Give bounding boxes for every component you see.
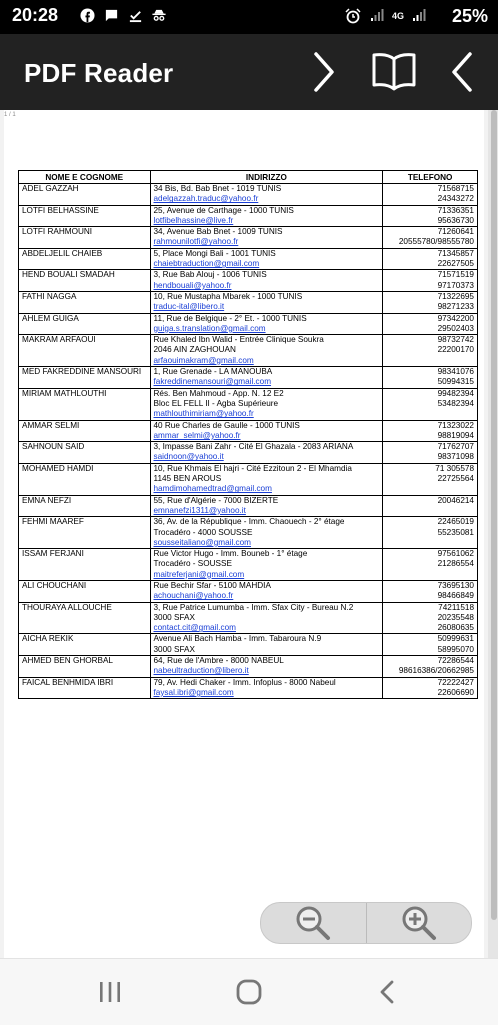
cell-address <box>150 602 383 634</box>
cell-address <box>150 248 383 270</box>
battery-percent: 25% <box>451 6 488 26</box>
phone-number: 21286554 <box>437 559 474 569</box>
bookmarks-button[interactable] <box>368 46 420 98</box>
table-row <box>19 656 478 678</box>
system-icons <box>344 8 428 24</box>
zoom-out-icon <box>294 904 332 942</box>
phone-number: 71336351 <box>437 205 474 215</box>
phone-number: 73695130 <box>437 580 474 590</box>
address-line: Rés. Ben Mahmoud - App. N. 12 E2 <box>153 388 284 398</box>
address-line: 5, Place Mongi Bali - 1001 TUNIS <box>153 248 276 258</box>
book-icon <box>370 51 418 93</box>
phone-number: 71260641 <box>437 227 474 237</box>
table-row <box>19 634 478 656</box>
cell-phone <box>383 367 478 389</box>
address-line: 55, Rue d'Algérie - 7000 BIZERTE <box>153 495 279 505</box>
cell-address <box>150 205 383 227</box>
cell-name: FAICAL BENHMIDA IBRI <box>19 677 151 699</box>
cell-phone <box>383 270 478 292</box>
table-row <box>19 335 478 367</box>
cell-phone <box>383 205 478 227</box>
table-row <box>19 580 478 602</box>
address-line: Trocadéro - SOUSSE <box>153 559 232 569</box>
address-line: Rue Victor Hugo - Imm. Bouneb - 1° étage <box>153 549 308 559</box>
address-line: 3000 SFAX <box>153 644 195 654</box>
cell-name: AMMAR SELMI <box>19 420 151 442</box>
phone-number: 71571519 <box>437 270 474 280</box>
phone-number: 95636730 <box>437 215 474 225</box>
cell-phone <box>383 442 478 464</box>
table-row <box>19 495 478 517</box>
cell-name: MIRIAM MATHLOUTHI <box>19 388 151 420</box>
cell-phone <box>383 335 478 367</box>
previous-page-button[interactable] <box>436 46 488 98</box>
cell-phone <box>383 463 478 495</box>
cell-address <box>150 335 383 367</box>
system-nav-bar <box>0 958 498 1025</box>
cell-name: FATHI NAGGA <box>19 291 151 313</box>
phone-number: 22725564 <box>437 474 474 484</box>
email-link[interactable]: maitreferjani@gmail.com <box>153 569 245 579</box>
cell-phone <box>383 549 478 581</box>
cell-name: EMNA NEFZI <box>19 495 151 517</box>
phone-number: 98341076 <box>437 367 474 377</box>
cell-name: SAHNOUN SAID <box>19 442 151 464</box>
address-line: 34 Bis, Bd. Bab Bnet - 1019 TUNIS <box>153 184 282 193</box>
cell-phone <box>383 388 478 420</box>
phone-number: 98371098 <box>437 452 474 462</box>
phone-number: 71762707 <box>437 442 474 452</box>
status-time: 20:28 <box>12 5 59 25</box>
phone-number: 22606690 <box>437 687 474 697</box>
cell-address <box>150 388 383 420</box>
table-row <box>19 517 478 549</box>
phone-number: 20235548 <box>437 612 474 622</box>
recent-apps-icon <box>97 980 123 1004</box>
phone-number: 50994315 <box>437 377 474 387</box>
status-bar <box>0 0 498 34</box>
phone-number: 50999631 <box>437 634 474 644</box>
address-line: 34, Avenue Bab Bnet - 1009 TUNIS <box>153 227 283 237</box>
cell-name: MED FAKREDDINE MANSOURI <box>19 367 151 389</box>
email-link[interactable]: arfaouimakram@gmail.com <box>153 355 254 365</box>
cell-name: AICHA REKIK <box>19 634 151 656</box>
address-line: 3, Rue Patrice Lumumba - Imm. Sfax City - Bureau N.2 <box>153 602 354 612</box>
signal-4g-icon <box>410 8 428 24</box>
chat-icon <box>102 8 120 24</box>
cell-name: AHLEM GUIGA <box>19 313 151 335</box>
table-row <box>19 291 478 313</box>
email-link[interactable]: emnanefzi1311@yahoo.it <box>153 505 246 515</box>
chevron-right-icon <box>308 50 340 94</box>
phone-number: 97342200 <box>437 313 474 323</box>
column-header-phone: TELEFONO <box>383 171 478 184</box>
cell-address <box>150 270 383 292</box>
back-button[interactable] <box>368 975 408 1009</box>
cell-name: ALI CHOUCHANI <box>19 580 151 602</box>
table-row <box>19 388 478 420</box>
download-done-icon <box>126 8 144 24</box>
cell-name: ISSAM FERJANI <box>19 549 151 581</box>
phone-number: 71322695 <box>437 291 474 301</box>
cell-name: ADEL GAZZAH <box>19 184 151 206</box>
email-link[interactable]: contact.cit@gmail.com <box>153 623 236 633</box>
email-link[interactable]: achouchani@yahoo.fr <box>153 591 234 601</box>
table-row <box>19 549 478 581</box>
cell-address <box>150 495 383 517</box>
cell-address <box>150 463 383 495</box>
phone-number: 58995070 <box>437 644 474 654</box>
phone-number: 20046214 <box>437 495 474 505</box>
phone-number: 20555780/98555780 <box>398 237 474 247</box>
phone-number: 26080635 <box>437 623 474 633</box>
cell-address <box>150 517 383 549</box>
address-line: 2046 AIN ZAGHOUAN <box>153 345 236 355</box>
email-link[interactable]: hamdimohamedtrad@gmail.com <box>153 484 272 494</box>
zoom-in-icon <box>400 904 438 942</box>
email-link[interactable]: nabeultraduction@libero.it <box>153 666 249 676</box>
phone-number: 71 305578 <box>435 463 474 473</box>
back-icon <box>376 978 400 1006</box>
address-line: 36, Av. de la République - Imm. Chaouech - 2° étage <box>153 517 345 527</box>
address-line: Rue Khaled Ibn Walid - Entrée Clinique Soukra <box>153 335 324 345</box>
cell-phone <box>383 291 478 313</box>
cell-phone <box>383 420 478 442</box>
email-link[interactable]: hendbouali@yahoo.fr <box>153 280 232 290</box>
phone-number: 98819094 <box>437 430 474 440</box>
cell-address <box>150 184 383 206</box>
email-link[interactable]: lotfibelhassine@live.fr <box>153 215 234 225</box>
phone-number: 22627505 <box>437 259 474 269</box>
address-line: Rue Bechir Sfar - 5100 MAHDIA <box>153 580 271 590</box>
phone-number: 98271233 <box>437 302 474 312</box>
phone-number: 72222427 <box>437 677 474 687</box>
page-indicator: 1 / 1 <box>4 112 16 118</box>
address-line: 11, Rue de Belgique - 2° Et. - 1000 TUNIS <box>153 313 307 323</box>
table-row <box>19 270 478 292</box>
email-link[interactable]: fakreddinemansouri@gmail.com <box>153 377 272 387</box>
cell-name: LOTFI BELHASSINE <box>19 205 151 227</box>
address-line: 1145 BEN AROUS <box>153 474 222 484</box>
phone-number: 53482394 <box>437 398 474 408</box>
cell-phone <box>383 656 478 678</box>
address-line: Bloc EL FELL II - Agba Supérieure <box>153 398 279 408</box>
phone-number: 71568715 <box>437 184 474 193</box>
column-header-name: NOME E COGNOME <box>19 171 151 184</box>
home-icon <box>235 978 263 1006</box>
cell-address <box>150 313 383 335</box>
pdf-viewer[interactable] <box>0 110 498 958</box>
phone-number: 97170373 <box>437 280 474 290</box>
email-link[interactable]: rahmounilotfi@yahoo.fr <box>153 237 239 247</box>
zoom-controls <box>260 902 472 944</box>
table-row <box>19 205 478 227</box>
address-line: 3, Impasse Bani Zahr - Cité El Ghazala - 2083 ARIANA <box>153 442 354 452</box>
cell-phone <box>383 677 478 699</box>
signal-icon <box>368 8 386 24</box>
phone-number: 22465019 <box>437 517 474 527</box>
address-line: 25, Avenue de Carthage - 1000 TUNIS <box>153 205 294 215</box>
alarm-icon <box>344 8 362 24</box>
zoom-in-button[interactable] <box>366 903 472 943</box>
contacts-table <box>18 170 478 699</box>
phone-number: 98466849 <box>437 591 474 601</box>
phone-number: 71323022 <box>437 420 474 430</box>
cell-phone <box>383 248 478 270</box>
home-button[interactable] <box>229 975 269 1009</box>
next-page-button[interactable] <box>298 46 350 98</box>
cell-phone <box>383 517 478 549</box>
email-link[interactable]: mathlouthimiriam@yahoo.fr <box>153 409 254 419</box>
cell-name: MOHAMED HAMDI <box>19 463 151 495</box>
email-link[interactable]: guiga.s.translation@gmail.com <box>153 323 266 333</box>
cell-address <box>150 442 383 464</box>
chevron-left-icon <box>446 50 478 94</box>
cell-address <box>150 549 383 581</box>
phone-number: 22200170 <box>437 345 474 355</box>
table-row <box>19 248 478 270</box>
address-line: 40 Rue Charles de Gaulle - 1000 TUNIS <box>153 420 300 430</box>
network-type: 4G <box>391 11 404 21</box>
phone-number: 29502403 <box>437 323 474 333</box>
cell-address <box>150 420 383 442</box>
cell-address <box>150 580 383 602</box>
table-row <box>19 602 478 634</box>
table-row <box>19 420 478 442</box>
address-line: 79, Av. Hedi Chaker - Imm. Infoplus - 8000 Nabeul <box>153 677 336 687</box>
column-header-address: INDIRIZZO <box>150 171 383 184</box>
table-row <box>19 367 478 389</box>
cell-phone <box>383 580 478 602</box>
phone-number: 98732742 <box>437 335 474 345</box>
incognito-icon <box>150 8 168 24</box>
cell-phone <box>383 602 478 634</box>
cell-name: FEHMI MAAREF <box>19 517 151 549</box>
address-line: Avenue Ali Bach Hamba - Imm. Tabaroura N.9 <box>153 634 322 644</box>
table-row <box>19 463 478 495</box>
scrollbar-thumb[interactable] <box>491 110 497 920</box>
cell-phone <box>383 227 478 249</box>
address-line: Trocadéro - 4000 SOUSSE <box>153 527 253 537</box>
cell-address <box>150 291 383 313</box>
table-row <box>19 677 478 699</box>
cell-address <box>150 367 383 389</box>
cell-name: THOURAYA ALLOUCHE <box>19 602 151 634</box>
table-row <box>19 442 478 464</box>
phone-number: 72286544 <box>437 656 474 666</box>
address-line: 64, Rue de l'Ambre - 8000 NABEUL <box>153 656 284 666</box>
email-link[interactable]: traduc-ital@libero.it <box>153 302 225 312</box>
phone-number: 24343272 <box>437 194 474 204</box>
table-row <box>19 313 478 335</box>
email-link[interactable]: ammar_selmi@yahoo.fr <box>153 430 241 440</box>
cell-name: LOTFI RAHMOUNI <box>19 227 151 249</box>
cell-address <box>150 227 383 249</box>
cell-name: ABDELJELIL CHAIEB <box>19 248 151 270</box>
phone-number: 55235081 <box>437 527 474 537</box>
app-bar <box>0 34 498 110</box>
notification-icons <box>78 8 168 24</box>
phone-number: 71345857 <box>437 248 474 258</box>
email-link[interactable]: saidnoon@yahoo.it <box>153 452 224 462</box>
address-line: 1, Rue Grenade - LA MANOUBA <box>153 367 273 377</box>
cell-phone <box>383 634 478 656</box>
cell-phone <box>383 495 478 517</box>
table-row <box>19 227 478 249</box>
cell-phone <box>383 184 478 206</box>
email-link[interactable]: sousseitaliano@gmail.com <box>153 537 252 547</box>
scrollbar[interactable] <box>488 110 498 958</box>
cell-name: HEND BOUALI SMADAH <box>19 270 151 292</box>
address-line: 3, Rue Bab Alouj - 1006 TUNIS <box>153 270 267 280</box>
email-link[interactable]: faysal.ibri@gmail.com <box>153 687 234 697</box>
table-row <box>19 184 478 206</box>
cell-name: MAKRAM ARFAOUI <box>19 335 151 367</box>
zoom-out-button[interactable] <box>261 903 366 943</box>
phone-number: 98616386/20662985 <box>398 666 474 676</box>
address-line: 10, Rue Mustapha Mbarek - 1000 TUNIS <box>153 291 303 301</box>
table-body <box>19 184 478 699</box>
facebook-icon <box>78 8 96 24</box>
address-line: 10, Rue Khmais El hajri - Cité Ezzitoun 2 - El Mhamdia <box>153 463 352 473</box>
app-title: PDF Reader <box>24 58 174 88</box>
cell-address <box>150 634 383 656</box>
cell-name: AHMED BEN GHORBAL <box>19 656 151 678</box>
cell-address <box>150 677 383 699</box>
table-header-row <box>19 171 478 184</box>
email-link[interactable]: chaiebtraduction@gmail.com <box>153 259 260 269</box>
phone-number: 74211518 <box>438 602 474 612</box>
address-line: 3000 SFAX <box>153 612 195 622</box>
phone-number: 97561062 <box>437 549 474 559</box>
recent-apps-button[interactable] <box>90 975 130 1009</box>
email-link[interactable]: adelgazzah.traduc@yahoo.fr <box>153 194 259 204</box>
phone-number: 99482394 <box>437 388 474 398</box>
pdf-page[interactable] <box>4 110 484 958</box>
cell-address <box>150 656 383 678</box>
cell-phone <box>383 313 478 335</box>
